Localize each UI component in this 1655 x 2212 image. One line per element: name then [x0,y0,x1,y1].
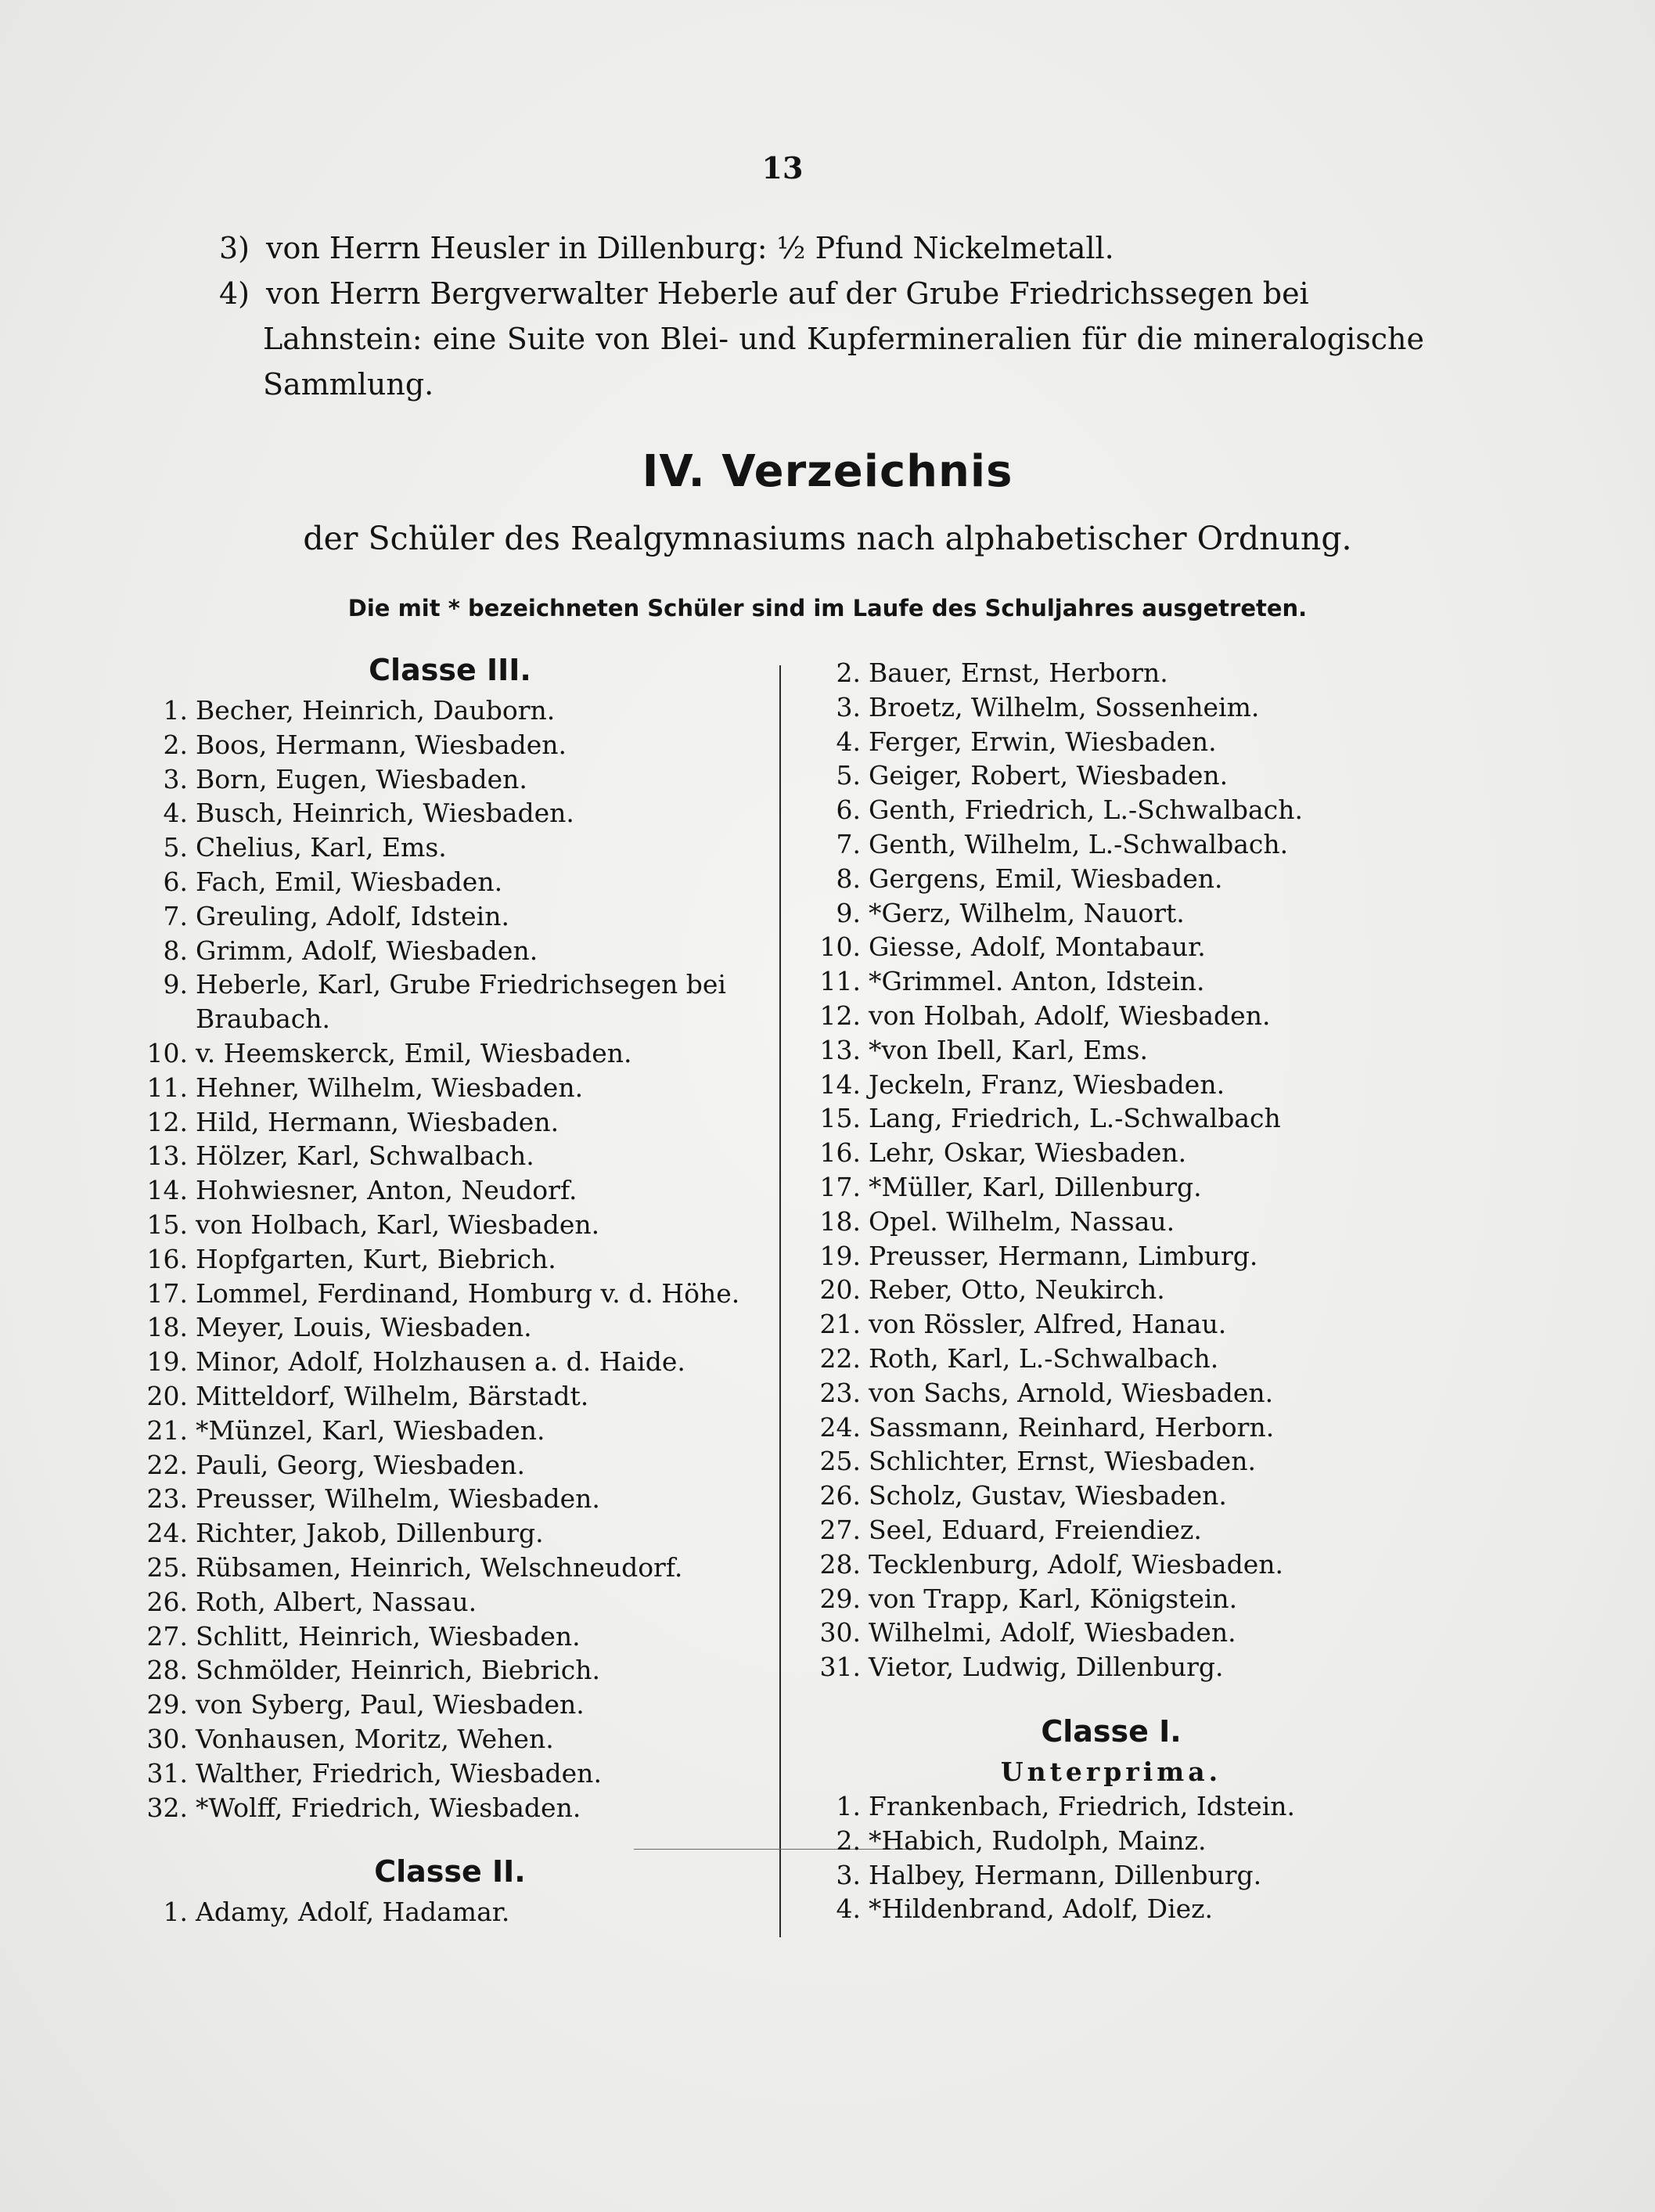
student-entry [798,1376,1424,1410]
student-entry [798,1789,1424,1824]
student-list-class-I [798,1789,1424,1926]
student-entry [125,1105,775,1140]
student-name: *von Ibell, Karl, Ems. [869,1034,1148,1065]
student-number: 16. [819,1137,861,1169]
student-entry [798,930,1424,964]
student-name: Hohwiesner, Anton, Neudorf. [196,1175,577,1206]
student-name: Meyer, Louis, Wiesbaden. [196,1312,532,1343]
student-number: 3. [163,763,188,794]
student-name: Frankenbach, Friedrich, Idstein. [869,1790,1295,1821]
student-number: 9. [836,897,861,928]
student-name: Seel, Eduard, Freiendiez. [869,1514,1202,1545]
student-name: von Trapp, Karl, Königstein. [869,1583,1238,1614]
student-name: Sassmann, Reinhard, Herborn. [869,1411,1275,1443]
student-entry [125,934,775,968]
student-entry [125,1653,775,1688]
student-name: Greuling, Adolf, Idstein. [196,900,509,931]
student-number: 10. [819,931,861,963]
student-entry [798,1444,1424,1479]
student-name: von Holbah, Adolf, Wiesbaden. [869,1000,1271,1031]
student-number: 1. [163,695,188,726]
student-number: 26. [819,1480,861,1511]
donation-text: von Herrn Heusler in Dillenburg: ½ Pfund Nickelmetall. [266,231,1114,265]
student-number: 27. [146,1620,188,1652]
student-number: 8. [163,935,188,966]
student-name: Walther, Friedrich, Wiesbaden. [196,1757,602,1789]
student-name: Chelius, Karl, Ems. [196,832,447,863]
student-number: 17. [146,1277,188,1309]
student-number: 2. [163,729,188,760]
student-name: Minor, Adolf, Holzhausen a. d. Haide. [196,1346,685,1378]
student-entry [798,1101,1424,1136]
student-number: 12. [146,1106,188,1137]
student-number: 30. [146,1723,188,1754]
student-name: *Münzel, Karl, Wiesbaden. [196,1414,545,1446]
student-name: Scholz, Gustav, Wiesbaden. [869,1480,1227,1511]
class-title-II: Classe II. [374,1854,526,1890]
student-number: 9. [163,969,188,1000]
student-number: 21. [819,1309,861,1340]
student-entry [798,1033,1424,1068]
student-number: 21. [146,1414,188,1446]
student-name: Wilhelmi, Adolf, Wiesbaden. [869,1617,1236,1648]
student-entry [798,827,1424,862]
student-number: 22. [146,1449,188,1480]
student-name: *Gerz, Wilhelm, Nauort. [869,897,1185,928]
student-entry [798,1307,1424,1342]
student-name: Mitteldorf, Wilhelm, Bärstadt. [196,1380,589,1411]
student-entry [125,1516,775,1551]
student-entry [125,1277,775,1311]
student-number: 31. [819,1652,861,1683]
student-entry [798,1342,1424,1376]
student-number: 11. [819,966,861,997]
student-entry [125,865,775,899]
student-name: Giesse, Adolf, Montabaur. [869,931,1206,963]
student-entry [125,967,775,1036]
student-entry [798,1858,1424,1893]
student-name: Busch, Heinrich, Wiesbaden. [196,798,574,829]
student-number: 1. [836,1790,861,1821]
student-entry [125,694,775,728]
student-name: Grimm, Adolf, Wiesbaden. [196,935,538,966]
student-entry [125,1173,775,1208]
student-name: Richter, Jakob, Dillenburg. [196,1518,544,1549]
student-number: 8. [836,863,861,894]
student-number: 19. [819,1240,861,1271]
donation-item [219,271,1424,407]
donation-text-continued: Lahnstein: eine Suite von Blei- und Kupfermineralien für die mineralogische Sammlung. [263,322,1424,402]
student-number: 5. [163,832,188,863]
student-name: Gergens, Emil, Wiesbaden. [869,863,1223,894]
student-entry [125,1414,775,1448]
student-entry [125,830,775,865]
student-name: *Hildenbrand, Adolf, Diez. [869,1893,1214,1925]
student-number: 32. [146,1792,188,1823]
student-number: 13. [146,1140,188,1172]
student-name: Vietor, Ludwig, Dillenburg. [869,1652,1224,1683]
student-number: 29. [819,1583,861,1614]
student-name: von Syberg, Paul, Wiesbaden. [196,1689,585,1720]
student-number: 26. [146,1586,188,1617]
student-name: *Grimmel. Anton, Idstein. [869,966,1205,997]
student-name: Genth, Wilhelm, L.-Schwalbach. [869,828,1289,859]
student-number: 15. [819,1103,861,1134]
student-name: Preusser, Hermann, Limburg. [869,1240,1258,1271]
student-number: 30. [819,1617,861,1648]
student-name: von Rössler, Alfred, Hanau. [869,1309,1227,1340]
section-heading: IV. Verzeichnis [642,446,1013,497]
student-name: Ferger, Erwin, Wiesbaden. [869,726,1217,757]
student-number: 28. [146,1655,188,1686]
student-number: 19. [146,1346,188,1378]
student-entry [798,1205,1424,1239]
student-entry [798,1824,1424,1858]
student-number: 4. [836,1893,861,1925]
student-number: 23. [146,1483,188,1515]
student-entry [798,793,1424,827]
student-number: 22. [819,1342,861,1374]
student-entry [798,1170,1424,1205]
student-number: 7. [163,900,188,931]
student-number: 17. [819,1171,861,1202]
student-entry [125,1379,775,1414]
student-number: 6. [163,866,188,897]
student-entry [798,758,1424,793]
student-number: 12. [819,1000,861,1031]
student-number: 14. [146,1175,188,1206]
student-name: Rübsamen, Heinrich, Welschneudorf. [196,1551,683,1583]
student-entry [125,1619,775,1654]
student-list-class-II-continued [798,656,1424,1684]
student-entry [798,1616,1424,1650]
student-entry [798,1513,1424,1547]
student-name: *Müller, Karl, Dillenburg. [869,1171,1202,1202]
student-number: 11. [146,1072,188,1103]
student-entry [125,1071,775,1105]
student-entry [798,1410,1424,1445]
student-name: von Sachs, Arnold, Wiesbaden. [869,1377,1274,1408]
student-entry [798,1650,1424,1684]
student-name: Becher, Heinrich, Dauborn. [196,695,556,726]
student-entry [125,1036,775,1071]
student-entry [798,1892,1424,1926]
donation-text: von Herrn Bergverwalter Heberle auf der Grube Friedrichssegen bei [266,276,1309,311]
right-column [798,656,1424,1926]
student-list-class-III [125,694,775,1825]
student-name: Boos, Hermann, Wiesbaden. [196,729,567,760]
student-entry [798,656,1424,690]
student-number: 18. [146,1312,188,1343]
student-number: 29. [146,1689,188,1720]
student-name: Roth, Albert, Nassau. [196,1586,477,1617]
page-number: 13 [761,150,804,186]
student-entry [125,1310,775,1345]
student-name: Tecklenburg, Adolf, Wiesbaden. [869,1548,1283,1580]
student-name: Jeckeln, Franz, Wiesbaden. [869,1068,1225,1100]
student-entry [125,1242,775,1277]
student-number: 2. [836,657,861,688]
student-entry [125,1585,775,1619]
student-entry [798,725,1424,759]
student-entry [125,1791,775,1825]
section-subheading: der Schüler des Realgymnasiums nach alphabetischer Ordnung. [303,520,1352,557]
class-title-III: Classe III. [369,653,531,687]
student-number: 10. [146,1037,188,1068]
student-number: 6. [836,794,861,826]
student-name: *Wolff, Friedrich, Wiesbaden. [196,1792,581,1823]
student-number: 1. [163,1897,188,1928]
student-name: Broetz, Wilhelm, Sossenheim. [869,691,1260,722]
student-entry [125,1208,775,1242]
student-name: Hopfgarten, Kurt, Biebrich. [196,1243,556,1274]
student-entry [798,1479,1424,1513]
student-number: 7. [836,828,861,859]
student-name: von Holbach, Karl, Wiesbaden. [196,1209,600,1240]
student-name: Schlichter, Ernst, Wiesbaden. [869,1446,1256,1477]
student-entry [798,1547,1424,1582]
student-name: Bauer, Ernst, Herborn. [869,657,1168,688]
student-number: 27. [819,1514,861,1545]
student-name: Schlitt, Heinrich, Wiesbaden. [196,1620,581,1652]
student-name: Hölzer, Karl, Schwalbach. [196,1140,534,1172]
student-name: Born, Eugen, Wiesbaden. [196,763,527,794]
student-number: 3. [836,691,861,722]
student-name: Preusser, Wilhelm, Wiesbaden. [196,1483,600,1515]
student-name: Genth, Friedrich, L.-Schwalbach. [869,794,1303,826]
student-name: Vonhausen, Moritz, Wehen. [196,1723,554,1754]
student-name: Halbey, Hermann, Dillenburg. [869,1859,1262,1890]
student-name: Lommel, Ferdinand, Homburg v. d. Höhe. [196,1277,740,1309]
student-entry [798,999,1424,1033]
student-number: 2. [836,1825,861,1856]
donation-item [219,225,1424,271]
student-number: 23. [819,1377,861,1408]
student-entry [125,1345,775,1379]
student-entry [125,762,775,797]
student-entry [798,1136,1424,1170]
student-number: 15. [146,1209,188,1240]
student-entry [125,1688,775,1722]
donation-number: 3) [219,231,250,265]
student-name: Roth, Karl, L.-Schwalbach. [869,1342,1219,1374]
student-entry [798,1582,1424,1616]
student-name: Schmölder, Heinrich, Biebrich. [196,1655,601,1686]
student-number: 24. [819,1411,861,1443]
student-entry [798,1273,1424,1307]
student-name: Pauli, Georg, Wiesbaden. [196,1449,525,1480]
student-name: Fach, Emil, Wiesbaden. [196,866,503,897]
student-entry [125,1551,775,1585]
student-entry [125,1722,775,1756]
donation-list [219,225,1424,407]
student-entry [798,964,1424,999]
student-name: Heberle, Karl, Grube Friedrichsegen bei Braubach. [196,969,726,1035]
student-number: 20. [146,1380,188,1411]
withdrawal-note: Die mit * bezeichneten Schüler sind im Laufe des Schuljahres ausgetreten. [347,595,1308,621]
class-title-I: Classe I. [1041,1713,1182,1749]
student-number: 13. [819,1034,861,1065]
left-column [125,647,775,1929]
student-number: 4. [163,798,188,829]
student-number: 31. [146,1757,188,1789]
student-number: 28. [819,1548,861,1580]
student-name: Opel. Wilhelm, Nassau. [869,1205,1175,1237]
student-name: Reber, Otto, Neukirch. [869,1274,1165,1306]
student-entry [125,1448,775,1482]
donation-number: 4) [219,276,250,311]
student-name: v. Heemskerck, Emil, Wiesbaden. [196,1037,632,1068]
student-list-class-II [125,1895,775,1929]
student-name: Adamy, Adolf, Hadamar. [196,1897,510,1928]
student-name: *Habich, Rudolph, Mainz. [869,1825,1207,1856]
column-divider [779,665,781,1937]
student-entry [798,896,1424,931]
student-entry [798,1239,1424,1274]
student-number: 16. [146,1243,188,1274]
student-number: 4. [836,726,861,757]
student-name: Lehr, Oskar, Wiesbaden. [869,1137,1187,1169]
subgroup-title: Unterprima. [1000,1756,1222,1787]
student-number: 3. [836,1859,861,1890]
student-entry [125,899,775,934]
student-entry [125,1756,775,1791]
student-number: 25. [146,1551,188,1583]
student-number: 14. [819,1068,861,1100]
student-entry [798,862,1424,896]
student-number: 25. [819,1446,861,1477]
student-entry [125,1139,775,1173]
student-number: 24. [146,1518,188,1549]
student-entry [125,728,775,762]
student-number: 18. [819,1205,861,1237]
student-entry [125,1482,775,1516]
student-entry [125,1895,775,1929]
student-number: 20. [819,1274,861,1306]
student-name: Hehner, Wilhelm, Wiesbaden. [196,1072,584,1103]
student-name: Lang, Friedrich, L.-Schwalbach [869,1103,1281,1134]
student-name: Hild, Hermann, Wiesbaden. [196,1106,559,1137]
student-entry [125,796,775,830]
student-entry [798,1068,1424,1102]
student-entry [798,690,1424,725]
student-number: 5. [836,760,861,791]
student-name: Geiger, Robert, Wiesbaden. [869,760,1229,791]
